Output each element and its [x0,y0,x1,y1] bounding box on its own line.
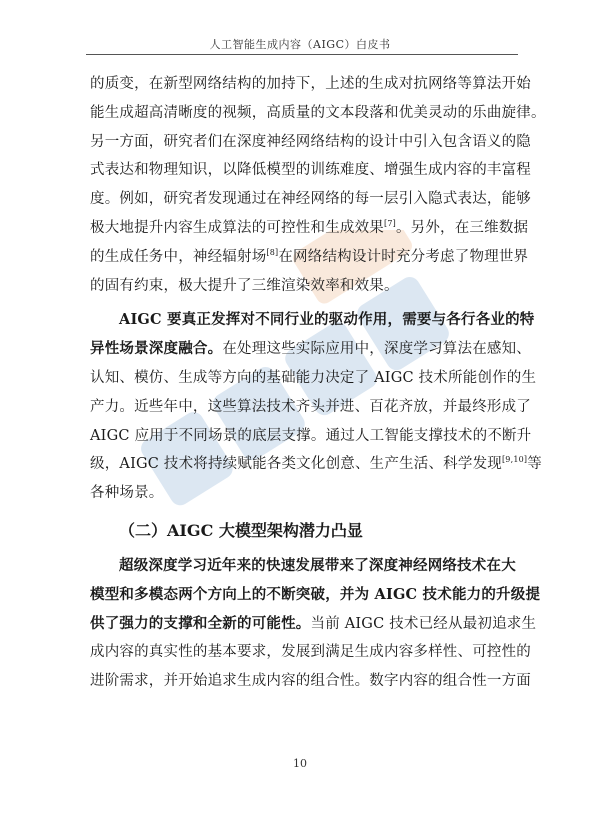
text-segment: 在处理这些实际应用中，深度学习算法在感知、 [222,341,532,358]
text-line: 进阶需求，并开始追求生成内容的组合性。数字内容的组合性一方面 [90,673,531,690]
text-line [90,243,529,272]
text-line: 成内容的真实性的基本要求，发展到满足生成内容多样性、可控性的 [90,644,531,661]
text-line: 模型和多模态两个方向上的不断突破，并为 AIGC 技术能力的升级提 [90,585,541,603]
text-segment: 。另外，在三维数据 [395,219,529,236]
text-segment-bold: 供了强力的支撑和全新的可能性。 [90,614,311,632]
text-segment: 等 [527,456,542,473]
text-segment: 级，AIGC 技术将持续赋能各类文化创意、生产生活、科学发现 [90,456,502,473]
text-line: AIGC 要真正发挥对不同行业的驱动作用，需要与各行各业的特 [119,311,535,329]
paragraph-2 [90,306,542,508]
text-segment: 极大地提升内容生成算法的可控性和生成效果 [90,219,384,236]
text-line [90,610,537,639]
citation-ref: [7] [384,219,396,229]
text-line: 各种场景。 [90,485,164,502]
text-line: 式表达和物理知识，以降低模型的训练难度、增强生成内容的丰富程 [90,162,531,179]
text-line: 度。例如，研究者发现通过在神经网络的每一层引入隐式表达，能够 [90,191,531,208]
document-body [90,70,546,696]
text-line: 能生成超高清晰度的视频，高质量的文本段落和优美灵动的乐曲旋律。 [90,104,546,121]
paragraph-1 [90,70,546,300]
text-line: 的固有约束，极大提升了三维渲染效率和效果。 [90,277,399,294]
header-rule [86,54,518,55]
page-number: 10 [293,757,307,770]
text-segment: 的生成任务中，神经辐射场 [90,248,267,265]
text-line: 的质变，在新型网络结构的加持下，上述的生成对抗网络等算法开始 [90,76,531,92]
text-line: 产力。近些年中，这些算法技术齐头并进、百花齐放，并最终形成了 [90,398,531,415]
section-heading: （二）AIGC 大模型架构潜力凸显 [119,520,363,540]
paragraph-3 [90,552,541,696]
text-segment: 在网络结构设计时充分考虑了物理世界 [278,248,529,265]
text-line: AIGC 应用于不同场景的底层支撑。通过人工智能支撑技术的不断升 [90,427,532,444]
text-line: 超级深度学习近年来的快速发展带来了深度神经网络技术在大 [119,556,516,574]
text-line [90,450,542,479]
text-line: 认知、模仿、生成等方向的基础能力决定了 AIGC 技术所能创作的生 [90,369,537,386]
text-segment: 当前 AIGC 技术已经从最初追求生 [310,615,537,632]
text-line [90,335,532,364]
page-header-title: 人工智能生成内容（AIGC）白皮书 [209,38,391,51]
text-segment-bold: 异性场景深度融合。 [90,340,223,358]
text-line [90,214,529,243]
citation-ref: [8] [266,247,279,257]
citation-ref: [9,10] [501,455,528,465]
text-line: 另一方面，研究者们在深度神经网络结构的设计中引入包含语义的隐 [90,133,531,150]
